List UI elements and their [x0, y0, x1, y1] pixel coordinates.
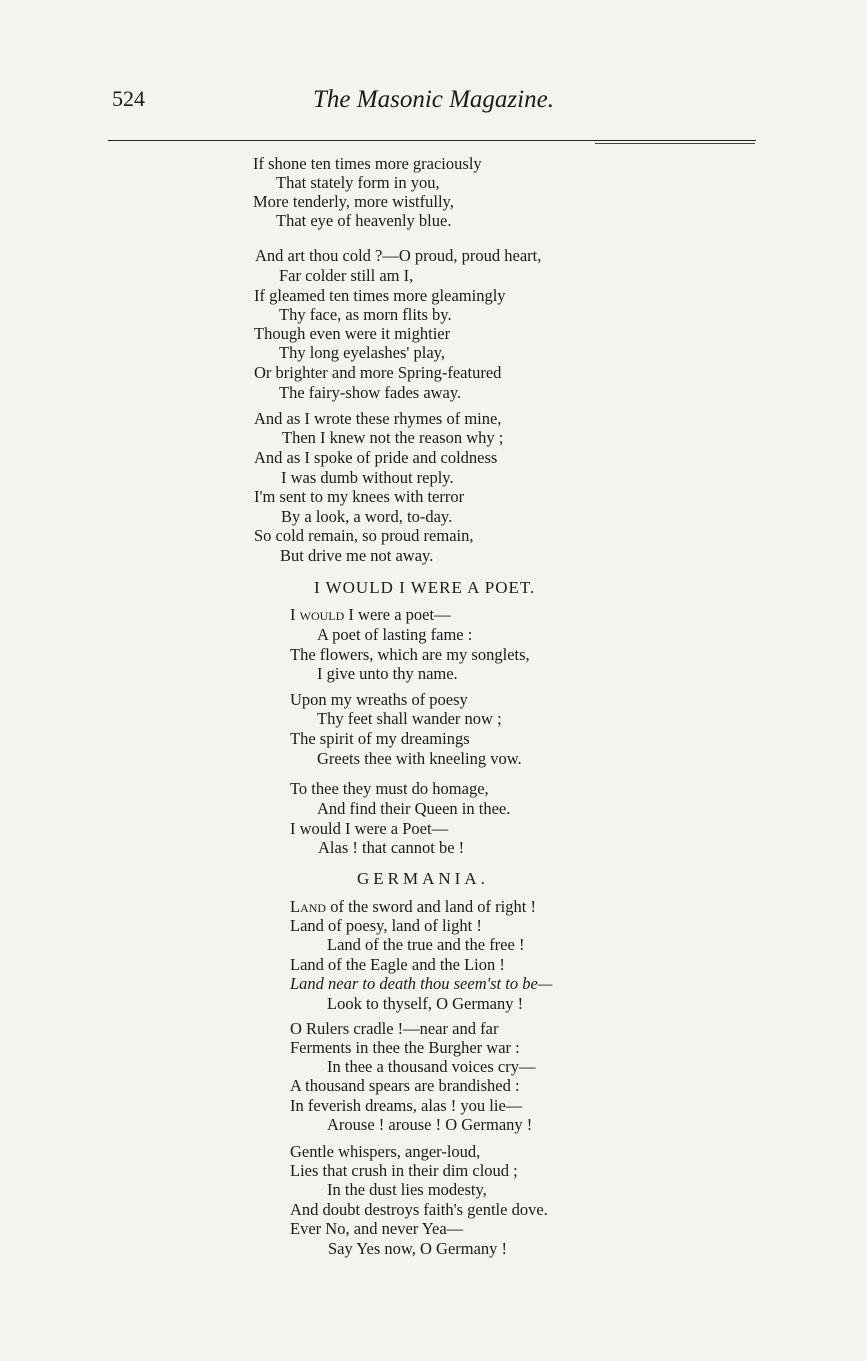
- poem-line: If gleamed ten times more gleamingly: [254, 286, 506, 305]
- poem-line: Land of poesy, land of light !: [290, 916, 482, 935]
- poem-line: Say Yes now, O Germany !: [328, 1239, 508, 1258]
- header-rule-tail: [595, 143, 755, 144]
- poem-line: If shone ten times more graciously: [253, 154, 482, 173]
- poem-line: That stately form in you,: [276, 173, 440, 192]
- poem-line: A poet of lasting fame :: [317, 625, 473, 644]
- poem-line: Ever No, and never Yea—: [290, 1219, 464, 1238]
- poem-line: And as I spoke of pride and coldness: [254, 448, 498, 467]
- poem-line: Alas ! that cannot be !: [318, 838, 465, 857]
- poem-line: Ferments in thee the Burgher war :: [290, 1038, 520, 1057]
- poem-line: In the dust lies modesty,: [327, 1180, 487, 1199]
- poem-line: The fairy-show fades away.: [279, 383, 462, 402]
- poem-line: Far colder still am I,: [279, 266, 414, 285]
- poem-line: I give unto thy name.: [317, 664, 458, 683]
- poem-line: Upon my wreaths of poesy: [290, 690, 468, 709]
- poem-line: Thy feet shall wander now ;: [317, 709, 502, 728]
- header-rule: [108, 140, 756, 141]
- poem-line: But drive me not away.: [280, 546, 434, 565]
- poem-line: And art thou cold ?—O proud, proud heart,: [255, 246, 542, 265]
- poem-line: Lies that crush in their dim cloud ;: [290, 1161, 518, 1180]
- poem-line: O Rulers cradle !—near and far: [290, 1019, 499, 1038]
- poem-line: Then I knew not the reason why ;: [282, 428, 504, 447]
- poem-line: Land of the Eagle and the Lion !: [290, 955, 505, 974]
- poem-line: More tenderly, more wistfully,: [253, 192, 454, 211]
- poem-title: GERMANIA.: [357, 869, 489, 888]
- poem-line: Arouse ! arouse ! O Germany !: [327, 1115, 533, 1134]
- line-rest: I were a poet—: [344, 605, 451, 624]
- poem-line: In feverish dreams, alas ! you lie—: [290, 1096, 523, 1115]
- poem-line: And as I wrote these rhymes of mine,: [254, 409, 502, 428]
- poem-line: I'm sent to my knees with terror: [254, 487, 465, 506]
- poem-line: By a look, a word, to-day.: [281, 507, 453, 526]
- poem-line: That eye of heavenly blue.: [276, 211, 452, 230]
- initial-small-caps: I would: [290, 605, 345, 624]
- poem-line: Though even were it mightier: [254, 324, 451, 343]
- poem-line: So cold remain, so proud remain,: [254, 526, 474, 545]
- page-number: 524: [112, 86, 145, 111]
- poem-line: [290, 605, 451, 625]
- initial-small-caps: Land: [290, 897, 327, 916]
- poem-line: [290, 897, 536, 917]
- poem-line: Greets thee with kneeling vow.: [317, 749, 522, 768]
- poem-title: I WOULD I WERE A POET.: [314, 578, 536, 597]
- poem-line: The flowers, which are my songlets,: [290, 645, 530, 664]
- page-header: [0, 86, 867, 126]
- poem-line: In thee a thousand voices cry—: [327, 1057, 536, 1076]
- poem-line: Or brighter and more Spring-featured: [254, 363, 502, 382]
- poem-line: Look to thyself, O Germany !: [327, 994, 524, 1013]
- poem-line: I would I were a Poet—: [290, 819, 449, 838]
- poem-line: Land of the true and the free !: [327, 935, 525, 954]
- poem-line: The spirit of my dreamings: [290, 729, 470, 748]
- poem-line: Land near to death thou seem'st to be—: [290, 974, 553, 993]
- poem-line: A thousand spears are brandished :: [290, 1076, 520, 1095]
- poem-line: And doubt destroys faith's gentle dove.: [290, 1200, 548, 1219]
- poem-line: I was dumb without reply.: [281, 468, 454, 487]
- line-rest: of the sword and land of right !: [326, 897, 536, 916]
- poem-line: Gentle whispers, anger-loud,: [290, 1142, 481, 1161]
- poem-line: To thee they must do homage,: [290, 779, 489, 798]
- poem-line: Thy face, as morn flits by.: [279, 305, 452, 324]
- poem-line: Thy long eyelashes' play,: [279, 343, 445, 362]
- poem-line: And find their Queen in thee.: [317, 799, 511, 818]
- running-title: The Masonic Magazine.: [313, 86, 554, 113]
